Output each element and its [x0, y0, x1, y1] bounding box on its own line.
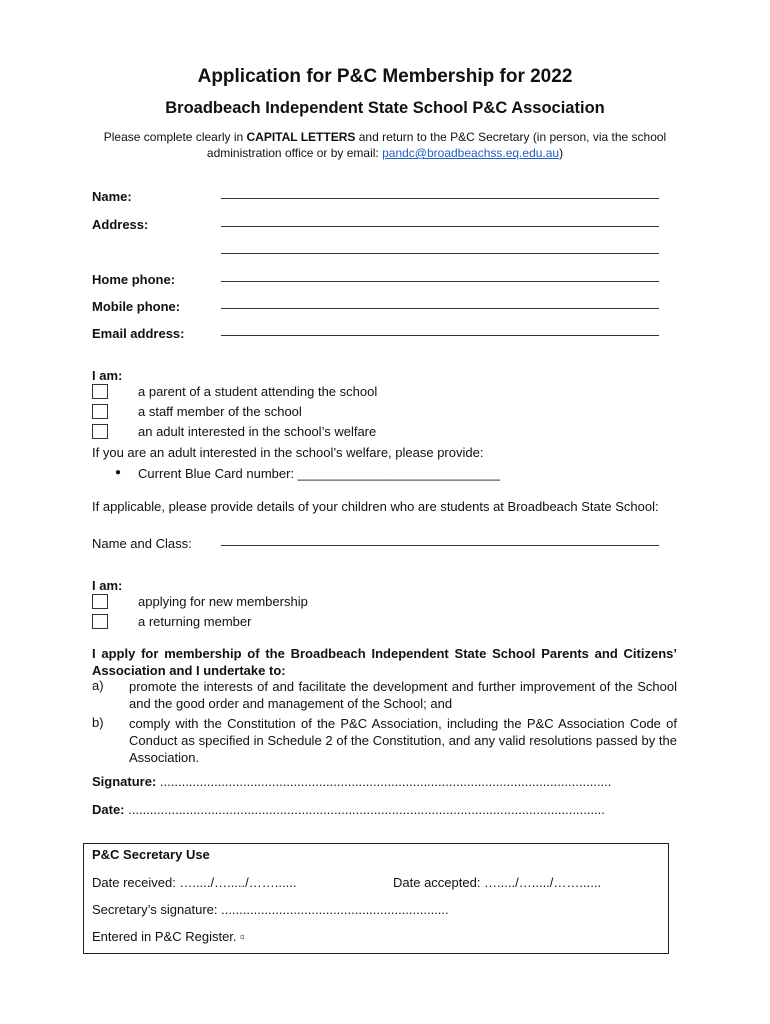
declaration-heading: I apply for membership of the Broadbeach Independent State School Parents and Citizens’ Association and I undertake to: — [92, 646, 677, 678]
date-label: Date: — [92, 802, 125, 817]
email-label: Email address: — [92, 326, 185, 341]
parent-checkbox[interactable] — [92, 384, 108, 399]
secretary-heading: P&C Secretary Use — [92, 847, 210, 862]
page-subtitle: Broadbeach Independent State School P&C Association — [165, 99, 605, 117]
membership-heading: I am: — [92, 578, 123, 593]
staff-option-label: a staff member of the school — [138, 404, 302, 419]
address-label: Address: — [92, 217, 149, 232]
page-title: Application for P&C Membership for 2022 — [197, 66, 573, 87]
address-field-line-2[interactable] — [221, 253, 659, 254]
secretary-signature-field[interactable]: Secretary’s signature: ............................................................... — [92, 902, 449, 917]
register-checkbox-line[interactable]: Entered in P&C Register. ▫ — [92, 929, 245, 944]
children-instructions: If applicable, please provide details of your children who are students at Broadbeach State School: — [92, 499, 659, 514]
signature-line[interactable] — [92, 774, 611, 789]
returning-member-checkbox[interactable] — [92, 614, 108, 629]
signature-label: Signature: — [92, 774, 157, 789]
home-phone-field-line[interactable] — [221, 281, 659, 282]
bullet-icon: ● — [115, 467, 122, 478]
secretary-email-link[interactable]: pandc@broadbeachss.eq.edu.au — [382, 146, 560, 160]
blue-card-field[interactable]: Current Blue Card number: ____________________________ — [138, 466, 501, 481]
returning-member-label: a returning member — [138, 614, 252, 629]
adult-option-label: an adult interested in the school’s welfare — [138, 424, 377, 439]
address-field-line-1[interactable] — [221, 226, 659, 227]
instructions — [92, 129, 678, 161]
role-heading: I am: — [92, 368, 123, 383]
new-membership-label: applying for new membership — [138, 594, 308, 609]
signature-dots: ............................................................................................................................. — [156, 774, 612, 789]
mobile-phone-label: Mobile phone: — [92, 299, 181, 314]
mobile-phone-field-line[interactable] — [221, 308, 659, 309]
email-field-line[interactable] — [221, 335, 659, 336]
date-accepted-field[interactable]: Date accepted: …...../…...../……...... — [393, 875, 602, 890]
name-class-field-line[interactable] — [221, 545, 659, 546]
name-label: Name: — [92, 189, 132, 204]
home-phone-label: Home phone: — [92, 272, 176, 287]
date-line[interactable] — [92, 802, 605, 817]
new-membership-checkbox[interactable] — [92, 594, 108, 609]
adult-checkbox[interactable] — [92, 424, 108, 439]
adult-note: If you are an adult interested in the school’s welfare, please provide: — [92, 445, 484, 460]
instructions-text-2: and return to the P&C Secretary (in person, via the school administration office or by email: — [206, 130, 667, 160]
instructions-close: ) — [559, 146, 564, 160]
parent-option-label: a parent of a student attending the school — [138, 384, 378, 399]
name-field-line[interactable] — [221, 198, 659, 199]
instructions-text: Please complete clearly in — [103, 130, 247, 144]
instructions-emphasis: CAPITAL LETTERS — [246, 130, 356, 144]
item-b-marker: b) — [92, 715, 104, 730]
date-received-field[interactable]: Date received: …...../…...../……...... — [92, 875, 297, 890]
item-a-marker: a) — [92, 678, 104, 693]
item-b-text: comply with the Constitution of the P&C Association, including the P&C Association Code of Conduct as specified in Schedule 2 of the Constitution, and any valid resolutions passed by the Association. — [129, 716, 677, 765]
name-class-label: Name and Class: — [92, 536, 192, 551]
staff-checkbox[interactable] — [92, 404, 108, 419]
date-dots: .................................................................................................................................... — [124, 802, 605, 817]
item-a-text: promote the interests of and facilitate the development and further improvement of the School and the good order and management of the School; and — [129, 679, 677, 711]
